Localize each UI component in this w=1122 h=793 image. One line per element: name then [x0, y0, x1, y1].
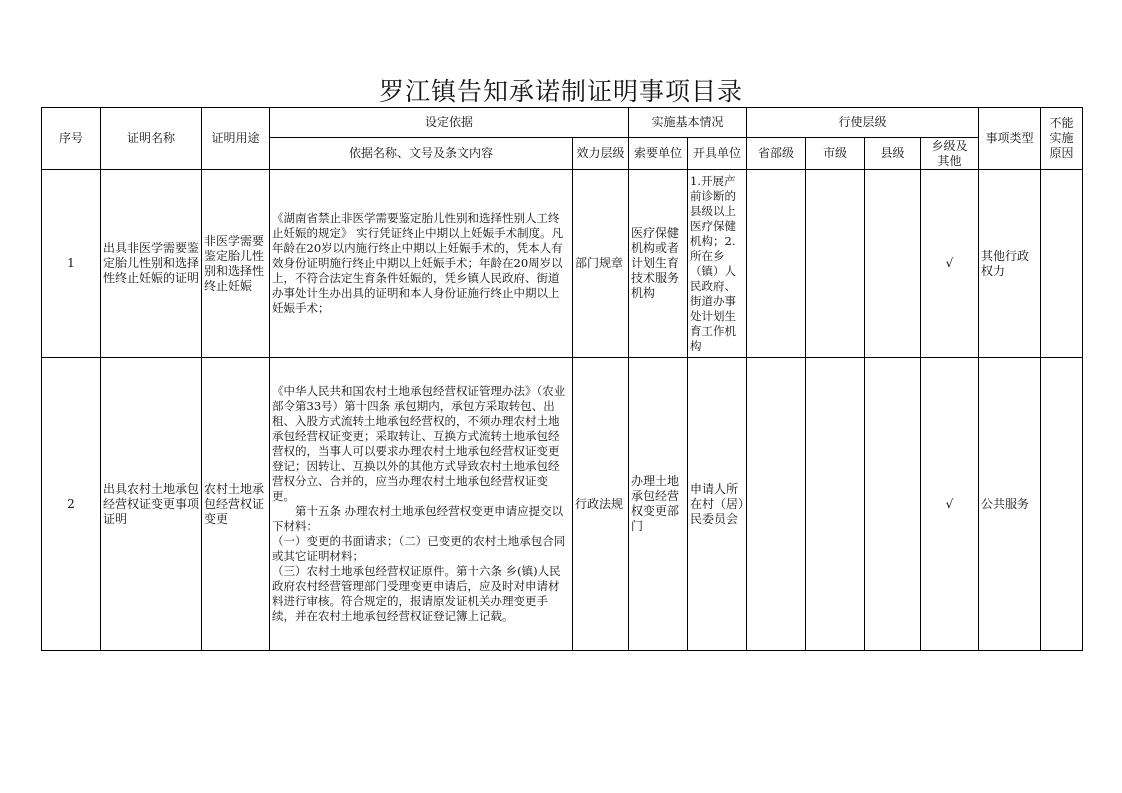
row-town: √: [921, 358, 979, 651]
row-county: [865, 358, 921, 651]
header-city: 市级: [806, 138, 865, 170]
row-no-impl: [1041, 358, 1083, 651]
page-title: 罗江镇告知承诺制证明事项目录: [378, 77, 743, 106]
row-basis: 《湖南省禁止非医学需要鉴定胎儿性别和选择性别人工终止妊娠的规定》 实行凭证终止中期以上妊娠手术制度。凡年龄在20岁以内施行终止中期以上妊娠手术的，凭本人有效身份证明施行终止中期以上妊娠手术；年龄在20周岁以上，不符合法定生育条件妊娠的，凭乡镇人民政府、街道办事处计生办出具的证明和本人身份证施行终止中期以上妊娠手术；: [270, 170, 573, 358]
row-county: [865, 170, 921, 358]
row-province: [747, 170, 806, 358]
row-request-unit: 办理土地承包经营权变更部门: [629, 358, 688, 651]
header-issue-unit: 开具单位: [688, 138, 747, 170]
row-province: [747, 358, 806, 651]
row-effect: 行政法规: [573, 358, 629, 651]
header-name: 证明名称: [101, 108, 202, 170]
row-basis: 《中华人民共和国农村土地承包经营权证管理办法》（农业部令第33号）第十四条 承包期内，承包方采取转包、出租、入股方式流转土地承包经营权的，不须办理农村土地承包经营权证变更；采取转让、互换方式流转土地承包经营权的，当事人可以要求办理农村土地承包经营权证变更登记；因转让、互换以外的其他方式导致农村土地承包经营权分立、合并的，应当办理农村土地承包经营权证变更。 第十五条 办理农村土地承包经营权变更申请应提交以下材料： （一）变更的书面请求；（二）已变更的农村土地承包合同或其它证明材料； （三）农村土地承包经营权证原件。第十六条 乡(镇)人民政府农村经营管理部门受理变更申请后，应及时对申请材料进行审核。符合规定的，报请原发证机关办理变更手续，并在农村土地承包经营权证登记簿上记载。: [270, 358, 573, 651]
row-town: √: [921, 170, 979, 358]
header-town: 乡级及 其他: [921, 138, 979, 170]
row-issue-unit: 申请人所在村（居）民委员会: [688, 358, 747, 651]
row-seq: 2: [42, 358, 101, 651]
header-use: 证明用途: [202, 108, 270, 170]
header-level-group: 行使层级: [747, 108, 979, 138]
row-request-unit: 医疗保健机构或者计划生育技术服务机构: [629, 170, 688, 358]
header-basis-text: 依据名称、文号及条文内容: [270, 138, 573, 170]
row-effect: 部门规章: [573, 170, 629, 358]
table-row: [42, 170, 1083, 358]
header-province: 省部级: [747, 138, 806, 170]
header-type: 事项类型: [979, 108, 1041, 170]
row-seq: 1: [42, 170, 101, 358]
row-city: [806, 170, 865, 358]
row-type: 其他行政权力: [979, 170, 1041, 358]
header-effect: 效力层级: [573, 138, 629, 170]
header-no-impl: 不能 实施 原因: [1041, 108, 1083, 170]
header-request-unit: 索要单位: [629, 138, 688, 170]
row-type: 公共服务: [979, 358, 1041, 651]
header-seq: 序号: [42, 108, 101, 170]
row-city: [806, 358, 865, 651]
row-name: 出具农村土地承包经营权证变更事项证明: [101, 358, 202, 651]
row-issue-unit: 1.开展产前诊断的县级以上医疗保健机构；2.所在乡（镇）人民政府、街道办事处计划生育工作机构: [688, 170, 747, 358]
row-use: 农村土地承包经营权证变更: [202, 358, 270, 651]
header-county: 县级: [865, 138, 921, 170]
header-row-1: [42, 108, 1083, 138]
certificate-table: [41, 107, 1083, 651]
row-use: 非医学需要鉴定胎儿性别和选择性终止妊娠: [202, 170, 270, 358]
table-row: [42, 358, 1083, 651]
header-basis-group: 设定依据: [270, 108, 629, 138]
row-name: 出具非医学需要鉴定胎儿性别和选择性终止妊娠的证明: [101, 170, 202, 358]
header-impl-group: 实施基本情况: [629, 108, 747, 138]
row-no-impl: [1041, 170, 1083, 358]
